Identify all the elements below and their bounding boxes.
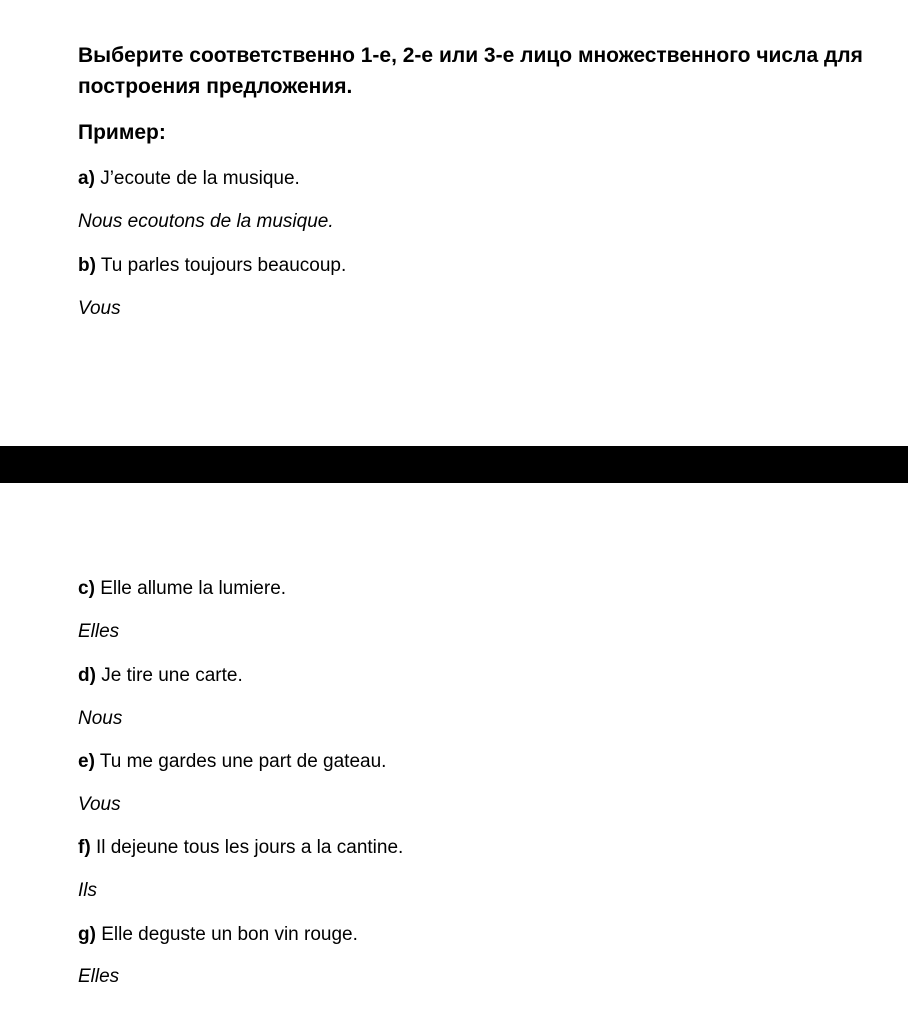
answer-a: Nous ecoutons de la musique.	[78, 211, 334, 232]
answer-e: Vous	[78, 794, 121, 815]
answer-f: Ils	[78, 880, 97, 901]
item-letter: f)	[78, 837, 91, 858]
item-sentence: Elle deguste un bon vin rouge.	[101, 924, 358, 945]
item-letter: d)	[78, 665, 96, 686]
exercise-item-e	[78, 750, 386, 774]
item-sentence: Tu parles toujours beaucoup.	[100, 255, 347, 276]
exercise-item-a	[78, 167, 300, 191]
answer-d: Nous	[78, 708, 123, 729]
exercise-item-f	[78, 836, 403, 860]
item-letter: e)	[78, 751, 95, 772]
answer-b: Vous	[78, 298, 121, 319]
item-sentence: J’ecoute de la musique.	[100, 168, 300, 189]
black-redaction-bar	[0, 446, 908, 483]
item-sentence: Il dejeune tous les jours a la cantine.	[95, 837, 404, 858]
item-sentence: Tu me gardes une part de gateau.	[99, 751, 387, 772]
instruction-heading: Выберите соответственно 1-е, 2-е или 3-е лицо множественного числа для построения предложения.	[78, 44, 863, 98]
item-letter: b)	[78, 255, 96, 276]
item-sentence: Elle allume la lumiere.	[100, 578, 287, 599]
answer-c: Elles	[78, 621, 120, 642]
example-label: Пример:	[78, 121, 166, 144]
item-letter: c)	[78, 578, 95, 599]
answer-g: Elles	[78, 966, 120, 987]
exercise-item-g	[78, 923, 358, 947]
item-letter: a)	[78, 168, 95, 189]
exercise-item-c	[78, 577, 286, 601]
item-sentence: Je tire une carte.	[101, 665, 243, 686]
exercise-item-b	[78, 254, 346, 278]
item-letter: g)	[78, 924, 96, 945]
exercise-item-d	[78, 664, 243, 688]
